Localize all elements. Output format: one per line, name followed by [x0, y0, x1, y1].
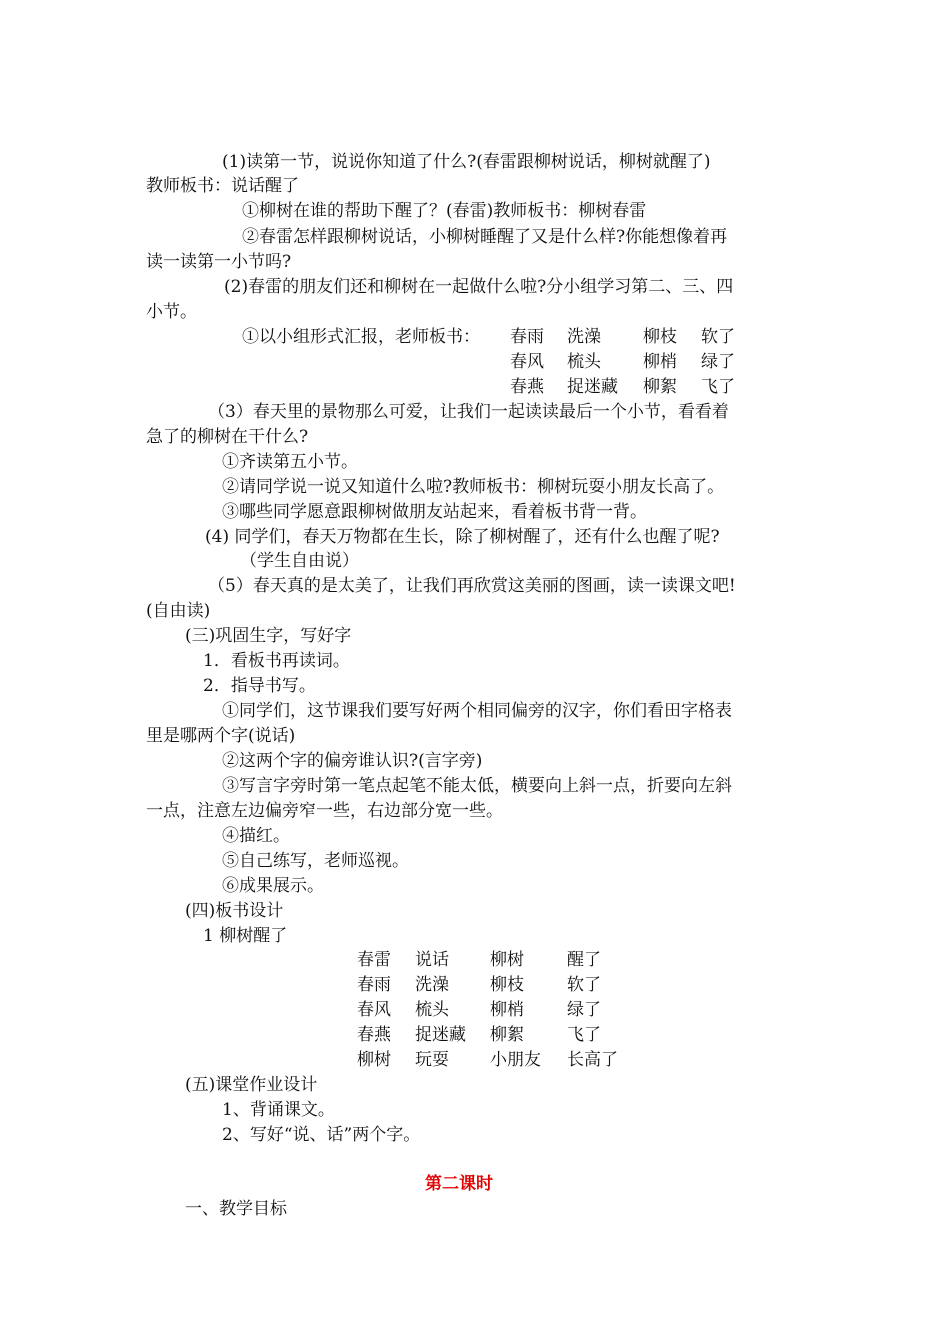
grid1-cell: 春燕 [510, 377, 544, 397]
grid2-cell: 长高了 [567, 1050, 618, 1070]
grid1-cell: 捉迷藏 [567, 377, 618, 397]
part4-title: (四)板书设计 [185, 901, 284, 921]
grid2-cell: 软了 [567, 975, 601, 995]
section3-sub3: ③哪些同学愿意跟柳树做朋友站起来，看着板书背一背。 [222, 502, 647, 522]
grid1-cell: 春雨 [510, 327, 544, 347]
part3-step5: ⑤自己练写，老师巡视。 [222, 851, 409, 871]
section3-sub1: ①齐读第五小节。 [222, 452, 358, 472]
part5-item1: 1、背诵课文。 [222, 1100, 335, 1120]
grid1-cell: 绿了 [701, 352, 735, 372]
grid2-cell: 柳树 [490, 950, 524, 970]
section1-sub1: ①柳树在谁的帮助下醒了？(春雷)教师板书：柳树春雷 [242, 201, 647, 221]
grid2-cell: 春雨 [357, 975, 391, 995]
part3-step1b: 里是哪两个字(说话) [146, 726, 296, 746]
grid2-cell: 春风 [357, 1000, 391, 1020]
part3-step4: ④描红。 [222, 826, 290, 846]
goals-heading: 一、教学目标 [185, 1199, 287, 1219]
part3-item1: 1．看板书再读词。 [203, 651, 350, 671]
grid1-cell: 柳梢 [643, 352, 677, 372]
section4-line2: （学生自由说） [240, 551, 359, 571]
part3-step3a: ③写言字旁时第一笔点起笔不能太低，横要向上斜一点，折要向左斜 [222, 776, 732, 796]
part3-step2: ②这两个字的偏旁谁认识?(言字旁) [222, 751, 483, 771]
section1-line1: (1)读第一节，说说你知道了什么?(春雷跟柳树说话，柳树就醒了) [222, 152, 711, 172]
part5-item2: 2、写好“说、话”两个字。 [222, 1125, 421, 1145]
section3-line1: （3）春天里的景物那么可爱，让我们一起读读最后一个小节，看看着 [208, 402, 729, 422]
part4-subtitle: 1 柳树醒了 [203, 926, 288, 946]
grid1-cell: 软了 [701, 327, 735, 347]
section3-line2: 急了的柳树在干什么? [146, 427, 309, 447]
grid2-cell: 柳梢 [490, 1000, 524, 1020]
grid2-cell: 玩耍 [415, 1050, 449, 1070]
grid1-cell: 飞了 [701, 377, 735, 397]
section4-line1: (4) 同学们，春天万物都在生长，除了柳树醒了，还有什么也醒了呢? [205, 527, 720, 547]
lesson2-heading: 第二课时 [425, 1174, 493, 1194]
section2-sub1: ①以小组形式汇报，老师板书： [242, 327, 480, 347]
grid2-cell: 梳头 [415, 1000, 449, 1020]
section2-line2: 小节。 [146, 302, 197, 322]
grid2-cell: 说话 [415, 950, 449, 970]
grid2-cell: 小朋友 [490, 1050, 541, 1070]
grid2-cell: 柳絮 [490, 1025, 524, 1045]
section2-line1: (2)春雷的朋友们还和柳树在一起做什么啦?分小组学习第二、三、四 [224, 277, 734, 297]
section1-line2: 教师板书：说话醒了 [146, 176, 299, 196]
part3-step6: ⑥成果展示。 [222, 876, 324, 896]
part3-title: (三)巩固生字，写好字 [185, 626, 352, 646]
section5-line2: (自由读) [146, 601, 211, 621]
grid1-cell: 柳絮 [643, 377, 677, 397]
part5-title: (五)课堂作业设计 [185, 1075, 318, 1095]
grid2-cell: 春雷 [357, 950, 391, 970]
grid1-cell: 梳头 [567, 352, 601, 372]
grid2-cell: 捉迷藏 [415, 1025, 466, 1045]
part3-step1a: ①同学们，这节课我们要写好两个相同偏旁的汉字，你们看田字格表 [222, 701, 732, 721]
part3-step3b: 一点，注意左边偏旁窄一些，右边部分宽一些。 [146, 801, 503, 821]
section1-sub2a: ②春雷怎样跟柳树说话，小柳树睡醒了又是什么样?你能想像着再 [242, 227, 728, 247]
grid2-cell: 春燕 [357, 1025, 391, 1045]
grid2-cell: 柳树 [357, 1050, 391, 1070]
part3-item2: 2．指导书写。 [203, 676, 316, 696]
section1-sub2b: 读一读第一小节吗? [146, 252, 292, 272]
grid1-cell: 柳枝 [643, 327, 677, 347]
grid1-cell: 春风 [510, 352, 544, 372]
grid2-cell: 柳枝 [490, 975, 524, 995]
grid2-cell: 绿了 [567, 1000, 601, 1020]
grid2-cell: 洗澡 [415, 975, 449, 995]
section3-sub2: ②请同学说一说又知道什么啦?教师板书：柳树玩耍小朋友长高了。 [222, 477, 725, 497]
section5-line1: （5）春天真的是太美了，让我们再欣赏这美丽的图画，读一读课文吧! [208, 576, 736, 596]
grid2-cell: 醒了 [567, 950, 601, 970]
grid2-cell: 飞了 [567, 1025, 601, 1045]
grid1-cell: 洗澡 [567, 327, 601, 347]
